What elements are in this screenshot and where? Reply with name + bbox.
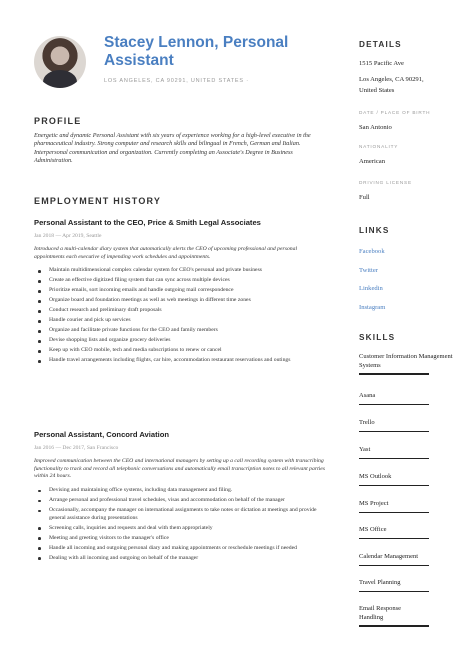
job-description: Introduced a multi-calendar diary system that automatically alerts the CEO of upcoming professional and personal appointments each executive of impending work schedules and appointments.: [34, 246, 298, 260]
profile-heading: PROFILE: [34, 116, 82, 126]
job-description: Improved communication between the CEO and international managers by setting up a call recording system with transcribing functionality to track and record all telephonic conversations and automatically email transcription notes to all relevant parties within 24 hours.: [34, 458, 325, 480]
license-value: Full: [359, 194, 370, 201]
job-entry: [34, 218, 326, 367]
bullet-item: Maintain multidimensional complex calendar system for CEO's personal and private business: [34, 267, 326, 274]
skill-level-bar: [359, 591, 429, 593]
skill-item: [359, 419, 469, 432]
profile-summary: Energetic and dynamic Personal Assistant with six years of experience working for a high-level executive in the pharmaceutical industry. Strong computer and research skills and bilingual in French, German and Italian. Interpersonal communication and organization. Currently completing an Associate's Degree in Business Administration.: [34, 132, 311, 164]
links-heading: LINKS: [359, 226, 390, 235]
candidate-location: LOS ANGELES, CA 90291, UNITED STATES ·: [104, 78, 249, 84]
avatar: [34, 36, 86, 88]
skill-level-bar: [359, 458, 429, 460]
address-line-3: United States: [359, 87, 395, 94]
candidate-name: Stacey Lennon, Personal Assistant: [104, 34, 289, 69]
skill-item: [359, 392, 469, 405]
skill-item: [359, 500, 469, 513]
skill-level-bar: [359, 485, 429, 487]
bullet-item: Arrange personal and professional travel schedules, visas and accommodation on behalf of the manager: [34, 497, 326, 504]
bullet-item: Prioritize emails, sort incoming emails and handle outgoing mail correspondence: [34, 287, 326, 294]
details-heading: DETAILS: [359, 40, 402, 49]
bullet-item: Keep up with CEO mobile, tech and media subscriptions to renew or cancel: [34, 347, 326, 354]
address-line-2: Los Angeles, CA 90291,: [359, 76, 424, 83]
skill-name: Yast: [359, 446, 371, 453]
skill-item: [359, 353, 469, 375]
skill-name: MS Office: [359, 526, 387, 533]
skill-item: [359, 446, 469, 459]
skill-level-bar: [359, 431, 429, 433]
bullet-item: Screening calls, inquiries and requests and deal with them appropriately: [34, 525, 326, 532]
nationality-label: NATIONALITY: [359, 144, 399, 149]
skill-name: MS Outlook: [359, 473, 392, 480]
resume-header: [34, 36, 326, 90]
job-date: Jan 2018 — Apr 2019, Seattle: [34, 233, 102, 239]
skill-level-bar: [359, 404, 429, 406]
skill-item: [359, 473, 469, 486]
skill-name: Calendar Management: [359, 553, 419, 560]
skill-name: Email Response Handling: [359, 605, 402, 621]
bullet-item: Organize board and foundation meetings as well as web meetings in different time zones: [34, 297, 326, 304]
skill-item: [359, 579, 469, 592]
skill-name: Customer Information Management Systems: [359, 353, 453, 369]
bullet-item: Organize and facilitate private functions for the CEO and family members: [34, 327, 326, 334]
bullet-item: Handle courier and pick up services: [34, 317, 326, 324]
skill-level-bar: [359, 538, 429, 540]
job-entry: [34, 430, 326, 565]
bullet-item: Occasionally, accompany the manager on international assignments to take notes or dictation at meetings and provide general assistance during presentations: [34, 507, 326, 522]
job-bullets: [34, 487, 326, 562]
address-line-1: 1515 Pacific Ave: [359, 60, 404, 67]
nationality-value: American: [359, 158, 385, 165]
skill-item: [359, 605, 469, 627]
bullet-item: Devise shopping lists and organize grocery deliveries: [34, 337, 326, 344]
employment-heading: EMPLOYMENT HISTORY: [34, 196, 162, 206]
skill-level-bar: [359, 373, 429, 375]
skill-level-bar: [359, 565, 429, 567]
bullet-item: Meeting and greeting visitors to the manager's office: [34, 535, 326, 542]
skill-level-bar: [359, 512, 429, 514]
job-title: Personal Assistant to the CEO, Price & Smith Legal Associates: [34, 218, 261, 227]
link-facebook[interactable]: Facebook: [359, 248, 385, 255]
job-date: Jan 2016 — Dec 2017, San Francisco: [34, 445, 119, 451]
dob-value: San Antonio: [359, 124, 392, 131]
skill-name: Trello: [359, 419, 375, 426]
job-title: Personal Assistant, Concord Aviation: [34, 430, 170, 439]
bullet-item: Handle travel arrangements including flights, car hire, accommodation restaurant reservations and outings: [34, 357, 326, 364]
dob-label: DATE / PLACE OF BIRTH: [359, 110, 431, 115]
license-label: DRIVING LICENSE: [359, 180, 412, 185]
bullet-item: Devising and maintaining office systems, including data management and filing.: [34, 487, 326, 494]
skill-name: Travel Planning: [359, 579, 401, 586]
bullet-item: Conduct research and preliminary draft proposals: [34, 307, 326, 314]
link-twitter[interactable]: Twitter: [359, 267, 378, 274]
bullet-item: Create an effective digitized filing system that can sync across multiple devices: [34, 277, 326, 284]
skills-heading: SKILLS: [359, 333, 396, 342]
bullet-item: Handle all incoming and outgoing personal diary and making appointments or reschedule meetings if needed: [34, 545, 326, 552]
skill-name: MS Project: [359, 500, 389, 507]
link-linkedin[interactable]: Linkedin: [359, 285, 383, 292]
bullet-item: Dealing with all incoming and outgoing on behalf of the manager: [34, 555, 326, 562]
job-bullets: [34, 267, 326, 364]
skill-item: [359, 553, 469, 566]
skill-item: [359, 526, 469, 539]
skill-level-bar: [359, 625, 429, 627]
link-instagram[interactable]: Instagram: [359, 304, 386, 311]
skill-name: Asana: [359, 392, 376, 399]
main-column: [34, 34, 326, 561]
